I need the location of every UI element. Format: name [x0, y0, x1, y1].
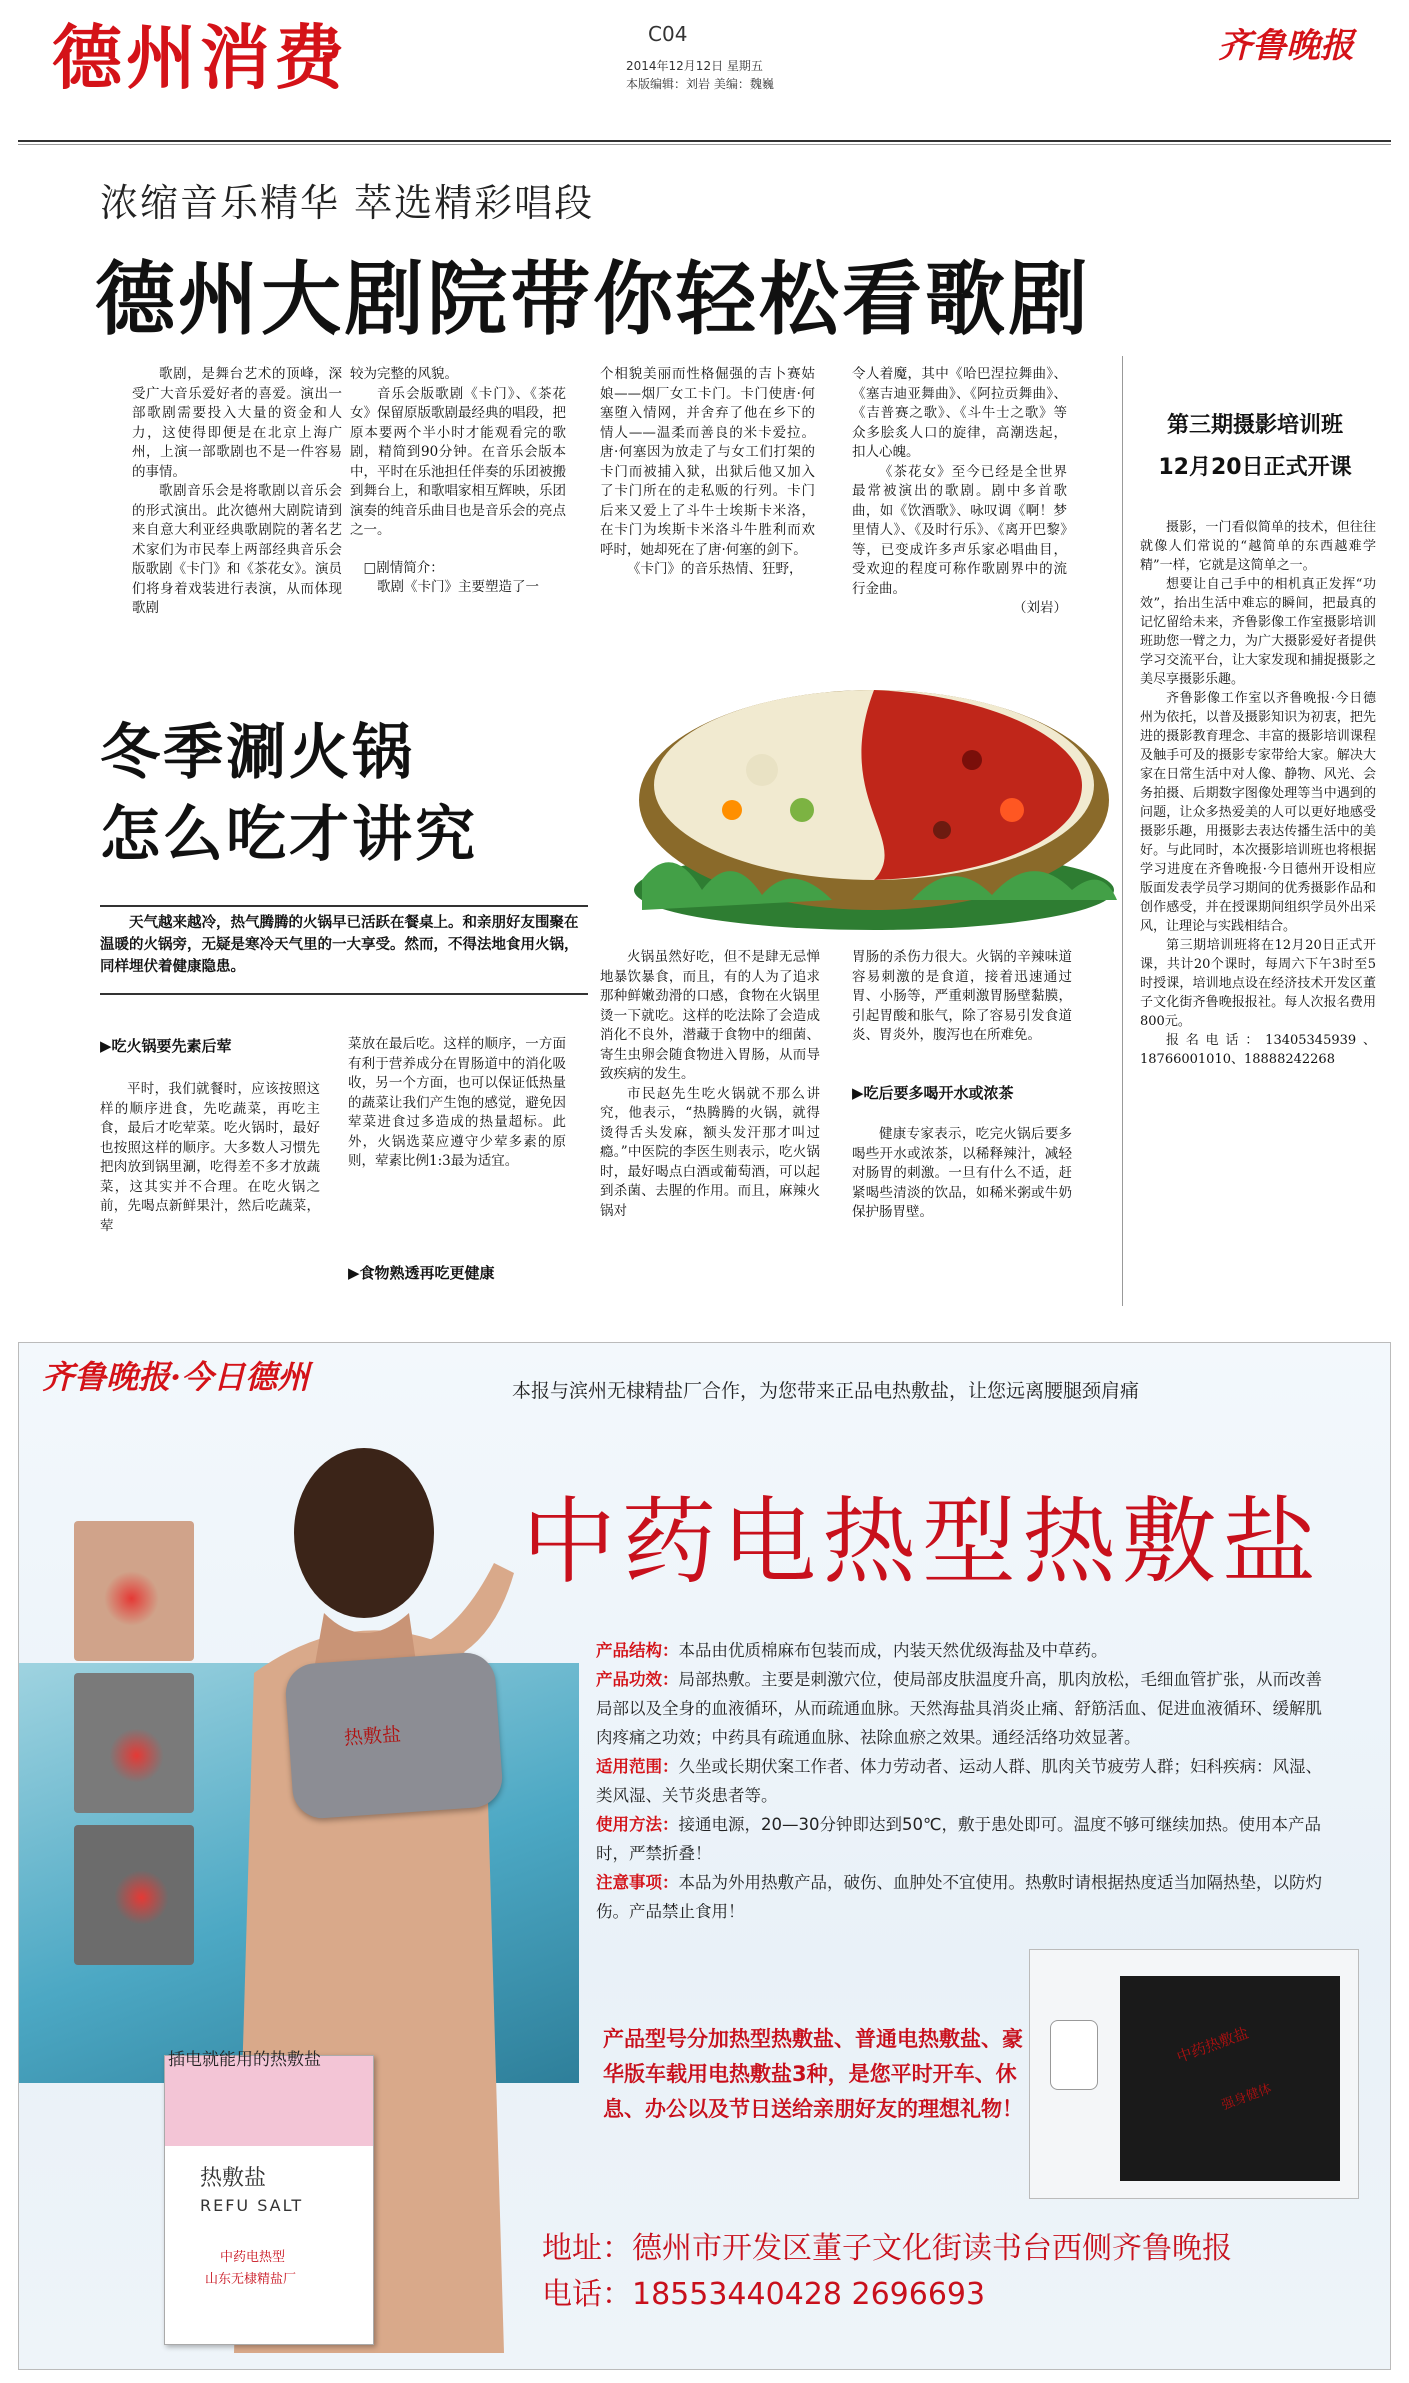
ad-product-title: 中药电热型热敷盐 [522, 1488, 1323, 1597]
heat-pad [284, 1651, 504, 1820]
sidebar-title-line-1: 第三期摄影培训班 [1166, 413, 1343, 438]
pain-spot [114, 1870, 169, 1925]
detail-text: 本品由优质棉麻布包装而成，内装天然优级海盐及中草药。 [678, 1641, 1108, 1660]
editors-line: 本版编辑：刘岩 美编：魏巍 [626, 77, 774, 91]
hotpot-column-3 [600, 948, 820, 1221]
article1-column-4 [852, 365, 1067, 619]
page-code: C04 [648, 22, 688, 46]
article1-column-1 [132, 365, 342, 619]
paragraph: 想要让自己手中的相机真正发挥“功效”，抬出生活中难忘的瞬间，把最真的记忆留给未来，齐鲁影像工作室摄影培训班助您一臂之力，为广大摄影爱好者提供学习交流平台，让大家发现和捕捉摄影之美尽享摄影乐趣。 [1140, 577, 1376, 687]
hotpot-lead: 天气越来越冷，热气腾腾的火锅早已活跃在餐桌上。和亲朋好友围聚在温暖的火锅旁，无疑是寒冷天气里的一大享受。然而，不得法地食用火锅，同样埋伏着健康隐患。 [100, 914, 579, 975]
paragraph: 歌剧，是舞台艺术的顶峰，深受广大音乐爱好者的喜爱。演出一部歌剧需要投入大量的资金和人力，这使得即便是在北京上海广州，上演一部歌剧也不是一件容易的事情。 [132, 366, 342, 480]
knee-inset [74, 1825, 194, 1965]
detail-label: 适用范围： [596, 1757, 679, 1776]
heat-pad-label: 热敷盐 [343, 1723, 402, 1750]
paragraph: 《卡门》的音乐热情、狂野， [627, 561, 803, 577]
detail-text: 局部热敷。主要是刺激穴位，使局部皮肤温度升高，肌肉放松，毛细血管扩张，从而改善局部以及全身的血液循环，从而疏通血脉。天然海盐具消炎止痛、舒筋活血、促进血液循环、缓解肌肉疼痛之功效；中药具有疏通血脉、祛除血瘀之效果。通经活络功效显著。 [596, 1670, 1322, 1747]
hotpot-column-1 [100, 1080, 320, 1236]
paragraph: 个相貌美丽而性格倔强的吉卜赛姑娘——烟厂女工卡门。卡门使唐·何塞堕入情网，并舍弃了他在乡下的情人——温柔而善良的米卡爱拉。唐·何塞因为放走了与女工们打架的卡门而被捕入狱，出狱后他又加入了卡门所在的走私贩的行列。卡门后来又爱上了斗牛士埃斯卡米洛，在卡门为埃斯卡米洛斗牛胜利而欢呼时，她却死在了唐·何塞的剑下。 [600, 366, 815, 558]
electric-mat-slogan: 强身健体 [1219, 2081, 1274, 2114]
detail-text: 久坐或长期伏案工作者、体力劳动者、运动人群、肌肉关节疲劳人群；妇科疾病：风湿、类风湿、关节炎患者等。 [596, 1757, 1322, 1805]
detail-label: 注意事项： [596, 1873, 679, 1892]
synopsis-label: □剧情简介： [363, 559, 444, 576]
paragraph: 音乐会版歌剧《卡门》、《茶花女》保留原版歌剧最经典的唱段，把原本要两个半小时才能观看完的歌剧，精简到90分钟。在音乐会版本中，平时在乐池担任伴奏的乐团被搬到舞台上，和歌唱家相互辉映，乐团演奏的纯音乐曲目也是音乐会的亮点之一。 [350, 385, 566, 538]
shoulder-inset [74, 1521, 194, 1661]
salt-box [164, 2055, 374, 2345]
detail-label: 产品功效： [596, 1670, 679, 1689]
detail-cautions [596, 1868, 1336, 1926]
detail-effects [596, 1665, 1336, 1752]
ad-brand: 齐鲁晚报·今日德州 [42, 1358, 310, 1396]
byline: （刘岩） [1013, 600, 1067, 616]
sidebar-title-line-2: 12月20日正式开课 [1158, 455, 1352, 480]
masthead-rule [18, 140, 1391, 142]
paragraph: 齐鲁影像工作室以齐鲁晚报·今日德州为依托，以普及摄影知识为初衷，把先进的摄影教育理念、丰富的摄影培训课程及触手可及的摄影专家带给大家。解决大家在日常生活中对人像、静物、风光、会务拍摄、后期数字图像处理等当中遇到的问题，让众多热爱美的人可以更好地感受摄影乐趣，用摄影去表达传播生活中的美好。与此同时，本次摄影培训班也将根据学习进度在齐鲁晚报·今日德州开设相应版面发表学员学习期间的优秀摄影作品和创作感受，并在授课期间组织学员外出采风，让理论与实践相结合。 [1140, 691, 1376, 934]
synopsis-text: 剧情简介： [376, 559, 444, 576]
hotpot-column-4 [852, 948, 1072, 1046]
masthead-rule-thin [18, 144, 1391, 145]
paragraph: 《茶花女》至今已经是全世界最常被演出的歌剧。剧中多首歌曲，如《饮酒歌》、咏叹调《啊！梦里情人》、《及时行乐》、《离开巴黎》等，已变成许多声乐家必唱曲目，受欢迎的程度可称作歌剧界中的流行金曲。 [852, 463, 1067, 597]
salt-box-latin: REFU SALT [200, 2196, 304, 2215]
hotpot-column-2 [348, 1035, 566, 1172]
article1-column-2 [350, 365, 566, 598]
subhead-veg-first: ▶吃火锅要先素后荤 [100, 1037, 232, 1055]
salt-box-maker: 山东无棣精盐厂 [205, 2272, 297, 2287]
paragraph: 平时，我们就餐时，应该按照这样的顺序进食，先吃蔬菜，再吃主食，最后才吃荤菜。吃火锅时，最好也按照这样的顺序。大多数人习惯先把肉放到锅里涮，吃得差不多才放蔬菜，这其实并不合理。在吃火锅之前，先喝点新鲜果汁，然后吃蔬菜，荤 [100, 1081, 320, 1234]
paragraph: 歌剧音乐会是将歌剧以音乐会的形式演出。此次德州大剧院请到来自意大利亚经典歌剧院的著名艺术家们为市民奉上两部经典音乐会版歌剧《卡门》和《茶花女》。演员们将身着戏装进行表演，从而体现歌剧 [132, 483, 342, 616]
salt-box-type: 中药电热型 [220, 2250, 286, 2265]
paragraph: 第三期培训班将在12月20日正式开课，共计20个课时，每周六下午3时至5时授课，培训地点设在经济技术开发区董子文化街齐鲁晚报报社。每人次报名费用800元。 [1140, 938, 1376, 1029]
hotpot-headline [100, 712, 478, 876]
subhead-cook-well: ▶食物熟透再吃更健康 [348, 1264, 495, 1282]
paragraph: 市民赵先生吃火锅就不那么讲究，他表示，“热腾腾的火锅，就得烫得舌头发麻，额头发汗那才叫过瘾。”中医院的李医生则表示，吃火锅时，最好喝点白酒或葡萄酒，可以起到杀菌、去腥的作用。而且，麻辣火锅对 [600, 1085, 820, 1219]
detail-usage [596, 1810, 1336, 1868]
paragraph: 菜放在最后吃。这样的顺序，一方面有利于营养成分在胃肠道中的消化吸收，另一个方面，也可以保证低热量的蔬菜让我们产生饱的感觉，避免因荤菜进食过多造成的热量超标。此外，火锅选菜应遵守少荤多素的原则，荤素比例1:3最为适宜。 [348, 1036, 566, 1169]
hotpot-column-4b [852, 1125, 1072, 1223]
section-title: 德州消费 [52, 17, 348, 99]
contact-phones: 报名电话：13405345939、18766001010、18888242268 [1140, 1033, 1376, 1067]
back-inset [74, 1673, 194, 1813]
hotpot-headline-line-2: 怎么吃才讲究 [100, 800, 478, 870]
pain-spot [109, 1728, 164, 1783]
paragraph: 令人着魔，其中《哈巴涅拉舞曲》、《塞吉迪亚舞曲》、《阿拉贡舞曲》、《吉普赛之歌》、《斗牛士之歌》等众多脍炙人口的旋律，高潮迭起，扣人心魄。 [852, 366, 1067, 460]
hotpot-headline-line-1: 冬季涮火锅 [100, 718, 415, 788]
pain-spot [104, 1571, 159, 1626]
detail-label: 产品结构： [596, 1641, 679, 1660]
paragraph: 健康专家表示，吃完火锅后要多喝些开水或浓茶，以稀释辣汁，减轻对肠胃的刺激。一旦有什么不适，赶紧喝些清淡的饮品，如稀米粥或牛奶保护肠胃壁。 [852, 1126, 1072, 1220]
article-headline: 德州大剧院带你轻松看歌剧 [95, 253, 1091, 346]
paragraph: 胃肠的杀伤力很大。火锅的辛辣味道容易刺激的是食道，接着迅速通过胃、小肠等，严重刺激胃肠壁黏膜，引起胃酸和胀气，除了容易引发食道炎、胃炎外，腹泻也在所难免。 [852, 949, 1072, 1043]
hotpot-photo [612, 650, 1127, 940]
newspaper-brand: 齐鲁晚报 [1218, 26, 1354, 66]
ad-address: 地址：德州市开发区董子文化街读书台西侧齐鲁晚报 [542, 2231, 1232, 2266]
paragraph: 火锅虽然好吃，但不是肆无忌惮地暴饮暴食，而且，有的人为了追求那种鲜嫩劲滑的口感，食物在火锅里烫一下就吃。这样的吃法除了会造成消化不良外，潜藏于食物中的细菌、寄生虫卵会随食物进入胃肠，从而导致疾病的发生。 [600, 949, 820, 1082]
mat-photo [1029, 1949, 1359, 2199]
ad-product-details [596, 1636, 1336, 1926]
electric-mat-label: 中药热敷盐 [1174, 2023, 1252, 2067]
detail-label: 使用方法： [596, 1815, 679, 1834]
paragraph: 较为完整的风貌。 [350, 366, 458, 382]
plug-caption: 插电就能用的热敷盐 [168, 2050, 321, 2070]
detail-text: 本品为外用热敷产品，破伤、血肿处不宜使用。热敷时请根据热度适当加隔热垫，以防灼伤。产品禁止食用！ [596, 1873, 1322, 1921]
article-kicker: 浓缩音乐精华 萃选精彩唱段 [100, 181, 595, 225]
salt-box-title: 热敷盐 [200, 2166, 267, 2191]
electric-mat [1120, 1976, 1340, 2181]
sidebar-body [1140, 518, 1376, 1069]
mat-controller [1050, 2020, 1098, 2090]
ad-tagline: 本报与滨州无棣精盐厂合作，为您带来正品电热敷盐，让您远离腰腿颈肩痛 [512, 1380, 1140, 1402]
article1-column-3 [600, 365, 815, 580]
ad-phone: 电话：18553440428 2696693 [542, 2277, 986, 2312]
subhead-drink-water: ▶吃后要多喝开水或浓茶 [852, 1084, 1014, 1102]
ad-contact [542, 2226, 1232, 2318]
sidebar-divider [1122, 356, 1128, 1306]
issue-date: 2014年12月12日 星期五 [626, 59, 763, 73]
ad-promo: 产品型号分加热型热敷盐、普通电热敷盐、豪华版车载用电热敷盐3种，是您平时开车、休息、办公以及节日送给亲朋好友的理想礼物！ [603, 2027, 1023, 2121]
paragraph: 歌剧《卡门》主要塑造了一 [377, 579, 539, 595]
detail-scope [596, 1752, 1336, 1810]
paragraph: 摄影，一门看似简单的技术，但往往就像人们常说的“越简单的东西越难学精”一样，它就是这简单之一。 [1140, 520, 1376, 573]
detail-text: 接通电源，20—30分钟即达到50℃，敷于患处即可。温度不够可继续加热。使用本产品时，严禁折叠！ [596, 1815, 1322, 1863]
detail-structure [596, 1636, 1336, 1665]
